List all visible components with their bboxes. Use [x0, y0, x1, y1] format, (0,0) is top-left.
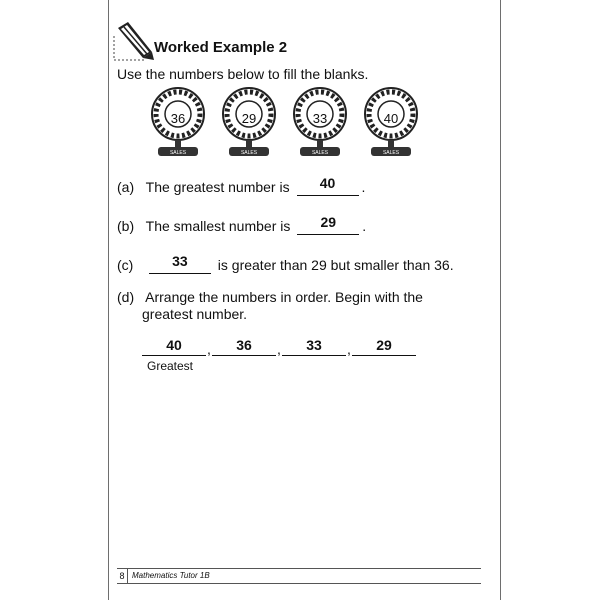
answer-value: 40 — [319, 175, 336, 191]
question-label: (c) — [117, 257, 134, 273]
question-d — [117, 288, 423, 306]
fan-29 — [219, 84, 279, 160]
question-label: (a) — [117, 179, 135, 195]
instruction-text: Use the numbers below to fill the blanks. — [117, 66, 369, 82]
question-c — [117, 255, 454, 274]
fan-base-label: SALES — [311, 150, 329, 156]
book-title: Mathematics Tutor 1B — [132, 571, 210, 580]
answer-value: 40 — [166, 337, 182, 353]
heading-title: Worked Example 2 — [154, 39, 288, 56]
question-a — [117, 177, 365, 196]
question-text: is greater than 29 but smaller than 36. — [217, 257, 454, 273]
comma: , — [207, 341, 211, 357]
answer-value: 29 — [320, 214, 337, 230]
answer-value: 33 — [306, 337, 322, 353]
comma: , — [347, 341, 351, 357]
worked-example-heading — [112, 22, 292, 62]
answer-value: 36 — [236, 337, 252, 353]
question-label: (d) — [117, 289, 135, 305]
answer-value: 29 — [376, 337, 392, 353]
fan-33 — [290, 84, 350, 160]
punctuation: . — [361, 179, 366, 195]
fan-base-label: SALES — [382, 150, 400, 156]
order-blank-1 — [142, 337, 206, 356]
question-text-line1: Arrange the numbers in order. Begin with the — [145, 289, 423, 305]
question-text: The smallest number is — [145, 218, 291, 234]
comma: , — [277, 341, 281, 357]
pencil-icon — [112, 22, 156, 62]
order-blank-2 — [212, 337, 276, 356]
answer-blank — [297, 216, 359, 235]
punctuation: . — [362, 218, 367, 234]
question-b — [117, 216, 366, 235]
fan-number: 33 — [312, 111, 328, 126]
fan-number: 36 — [170, 111, 186, 126]
question-d-line2: greatest number. — [142, 306, 248, 322]
order-blank-4 — [352, 337, 416, 356]
fan-40 — [361, 84, 421, 160]
question-label: (b) — [117, 218, 135, 234]
fan-36 — [148, 84, 208, 160]
greatest-caption: Greatest — [147, 359, 194, 373]
page-number: 8 — [117, 569, 128, 583]
footer-top-rule — [117, 568, 481, 569]
order-blank-3 — [282, 337, 346, 356]
fan-base-label: SALES — [169, 150, 187, 156]
footer-bottom-rule — [117, 583, 481, 584]
fan-number: 29 — [241, 111, 257, 126]
answer-blank — [297, 177, 359, 196]
answer-value: 33 — [172, 253, 188, 269]
question-text: The greatest number is — [145, 179, 290, 195]
answer-blank — [149, 255, 211, 274]
fan-base-label: SALES — [240, 150, 258, 156]
fan-number: 40 — [383, 111, 399, 126]
